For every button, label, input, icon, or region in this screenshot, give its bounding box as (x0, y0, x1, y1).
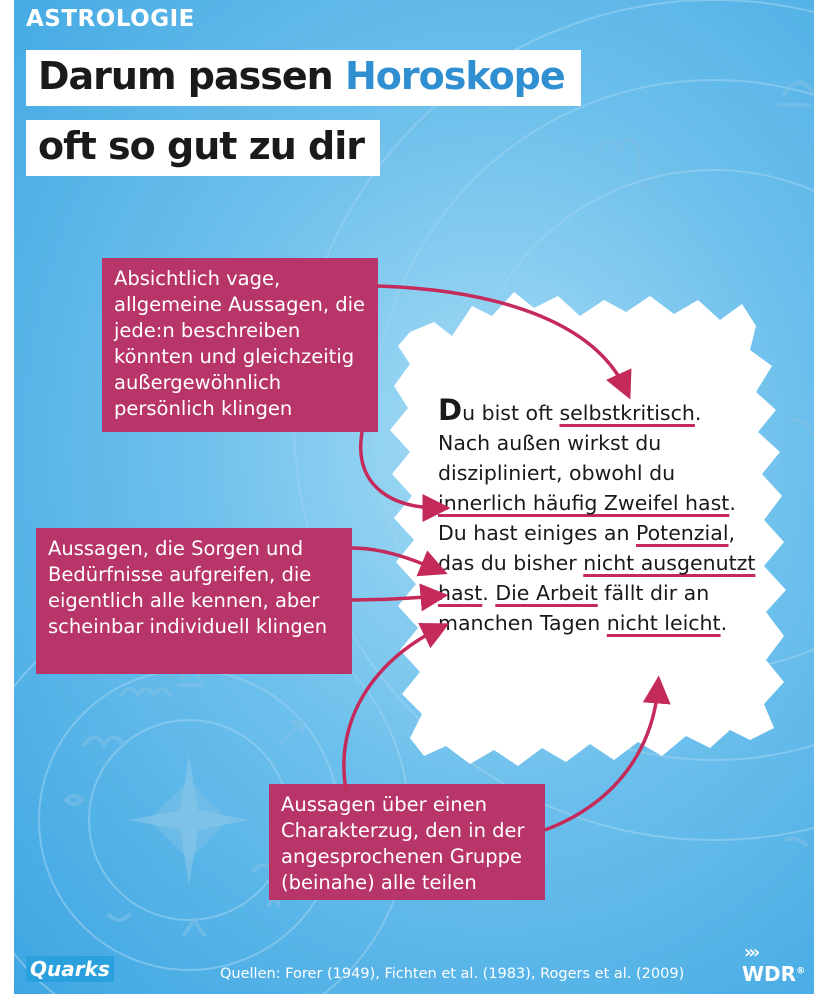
wdr-text: WDR (742, 962, 797, 986)
headline-text: Darum passen (38, 54, 345, 98)
infographic (14, 0, 814, 994)
underlined-phrase: innerlich häufig Zweifel hast (438, 491, 730, 515)
underlined-phrase: nicht leicht (606, 611, 721, 635)
underlined-phrase: nicht ausgenutzt hast (438, 551, 756, 605)
wdr-chevrons-icon: ››› (744, 942, 758, 963)
text-segment: , das du bisher (438, 521, 736, 575)
quarks-logo: Quarks (26, 956, 114, 982)
wdr-logo (742, 962, 805, 986)
text-segment: u bist oft (462, 401, 560, 425)
text-segment: fällt dir an manchen Tagen (438, 581, 710, 635)
text-segment: . (482, 581, 496, 605)
registered-mark: ® (796, 966, 806, 977)
text-segment: . Du hast einiges an (438, 491, 736, 545)
callout-vague-statements: Absichtlich vage, allgemeine Aussagen, die jede:n beschreiben könnten und gleichzeitig außergewöhnlich persönlich klingen (102, 258, 378, 432)
underlined-phrase: Die Arbeit (495, 581, 598, 605)
sources-line: Quellen: Forer (1949), Fichten et al. (1983), Rogers et al. (2009) (220, 966, 685, 982)
text-segment: . Nach außen wirkst du diszipliniert, obwohl du (438, 401, 702, 485)
underlined-phrase: Potenzial (635, 521, 729, 545)
text-segment: . (720, 611, 728, 635)
headline-line-2: oft so gut zu dir (26, 120, 380, 176)
horoscope-text (438, 393, 758, 638)
kicker: ASTROLOGIE (26, 6, 195, 32)
headline-highlight: Horoskope (344, 54, 565, 98)
callout-common-worries: Aussagen, die Sorgen und Bedürfnisse aufgreifen, die eigentlich alle kennen, aber scheinbar individuell klingen (36, 528, 352, 674)
callout-shared-trait: Aussagen über einen Charakterzug, den in der angesprochenen Gruppe (beinahe) alle teilen (269, 784, 545, 900)
drop-cap: D (438, 393, 463, 427)
underlined-phrase: selbstkritisch (559, 401, 695, 425)
